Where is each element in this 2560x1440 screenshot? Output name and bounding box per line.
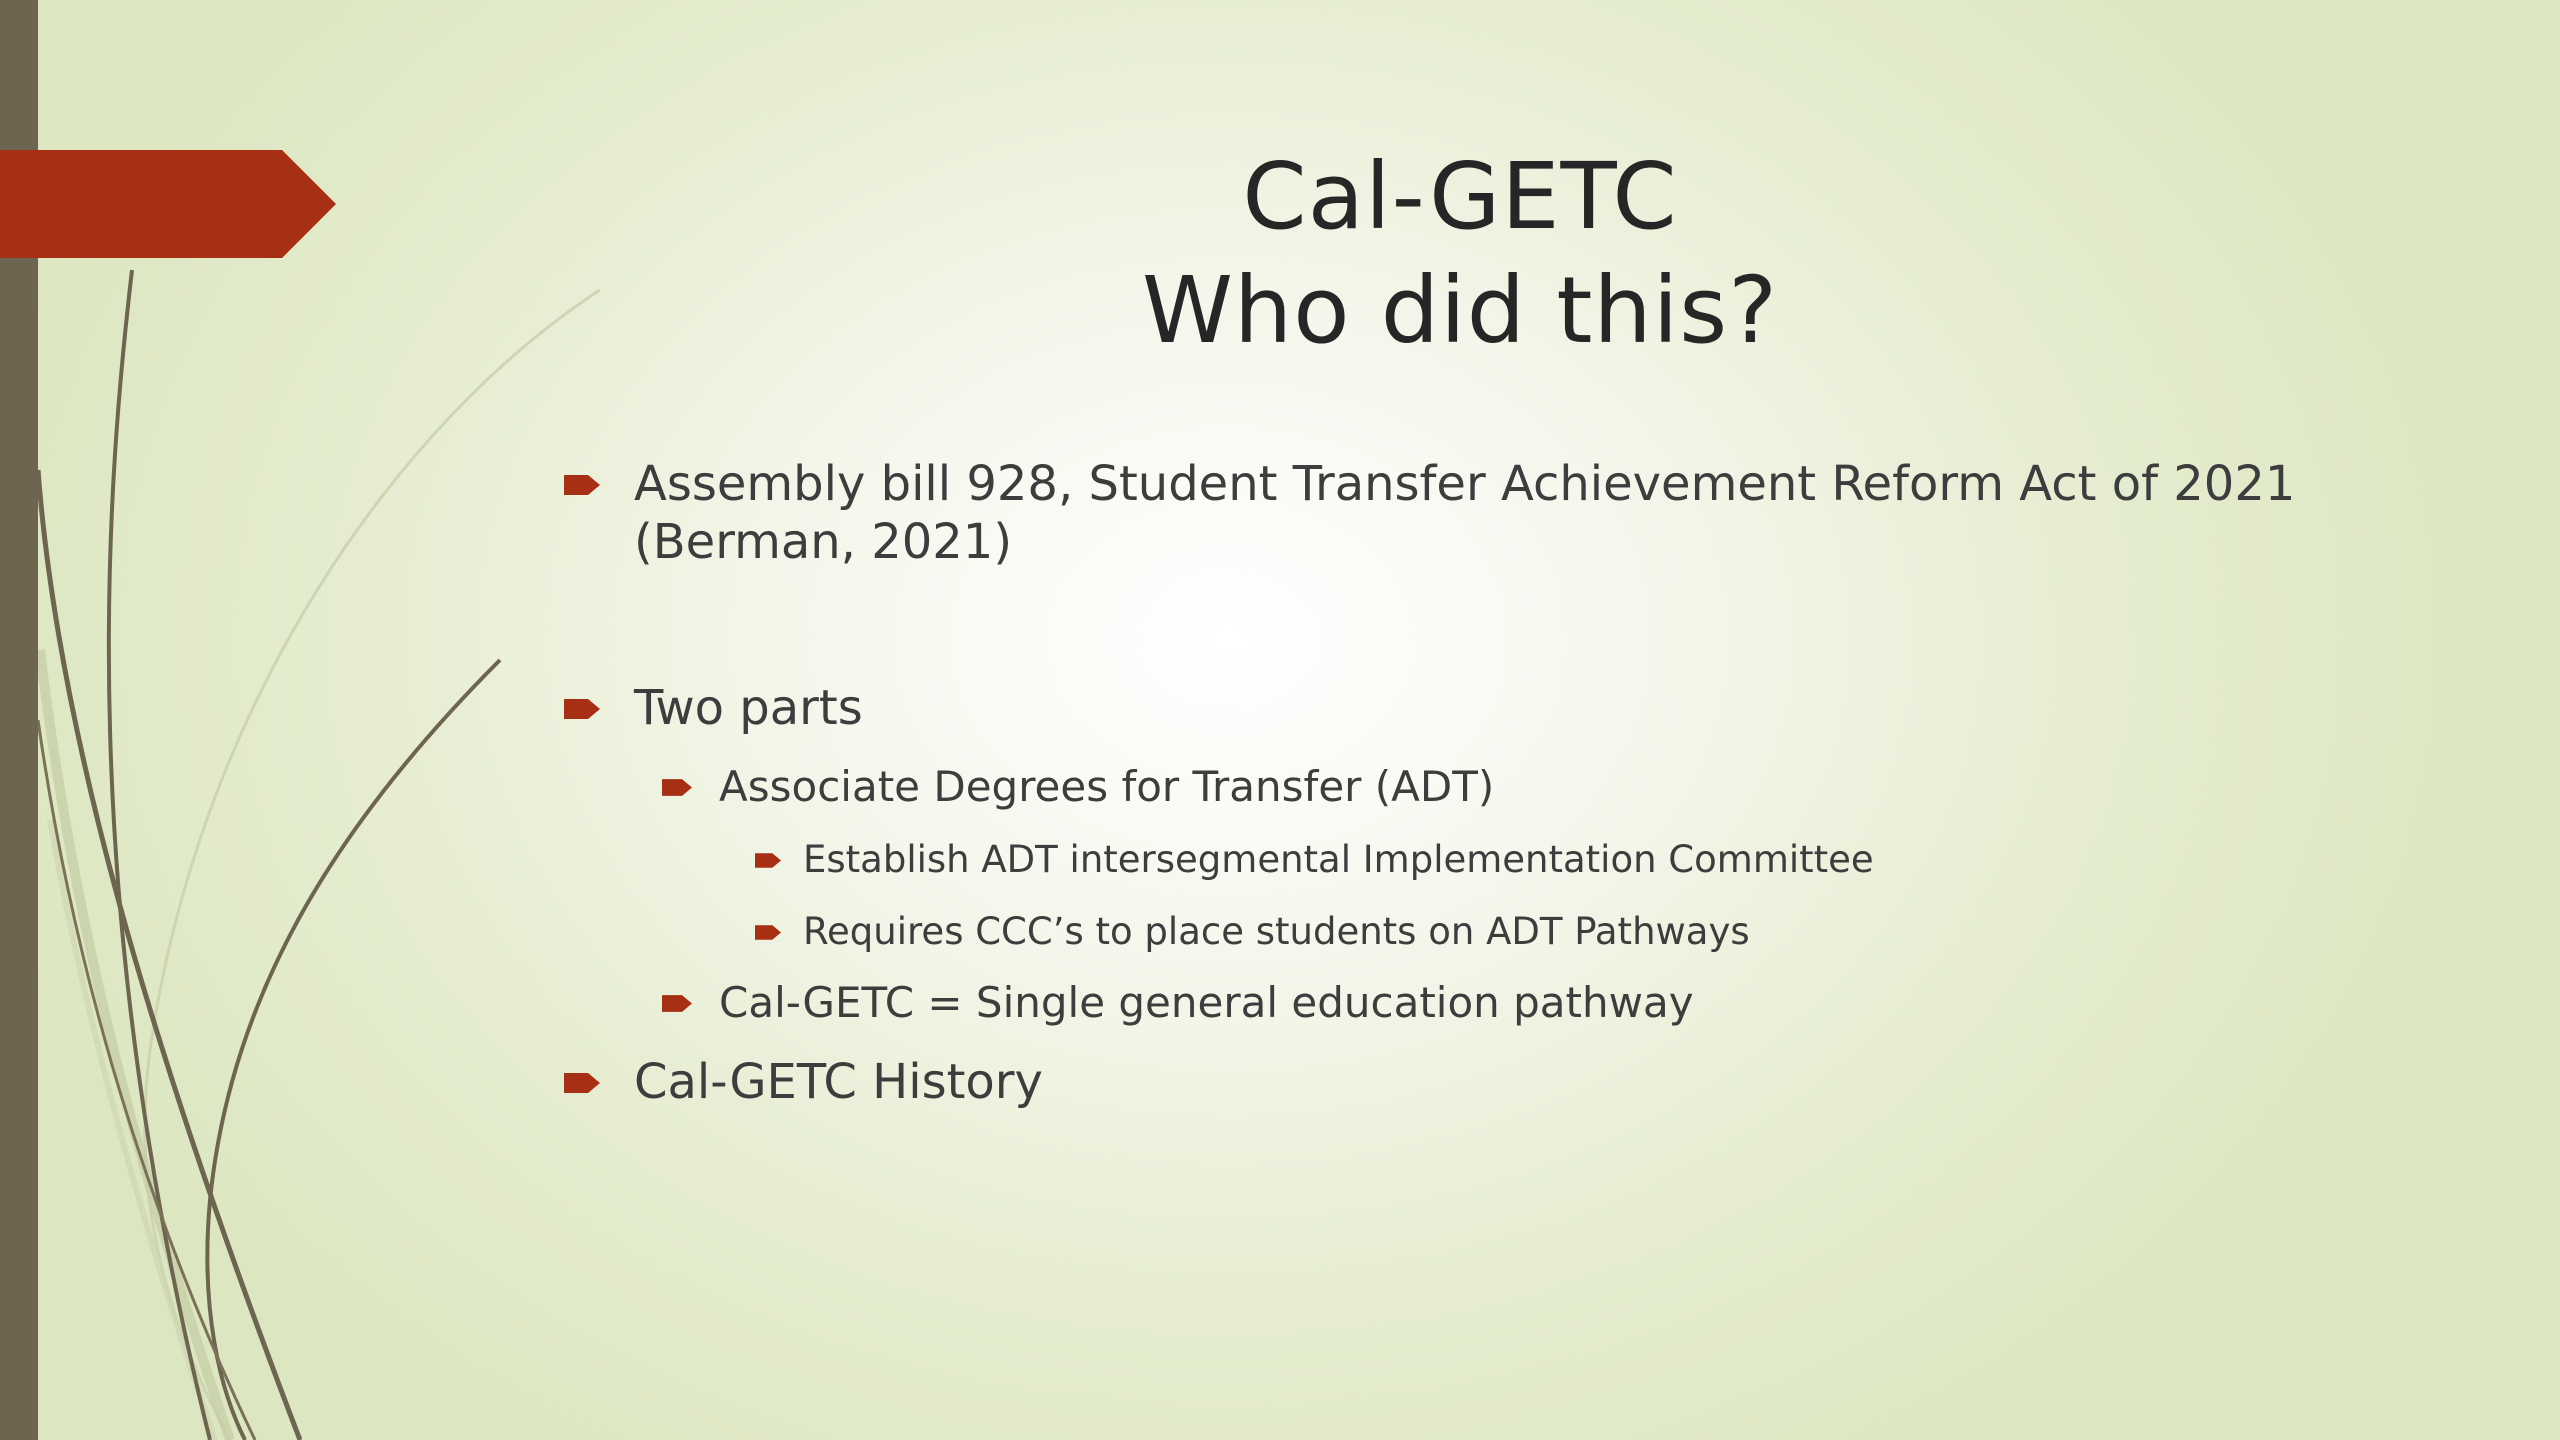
slide-title xyxy=(1000,140,1920,368)
bullet-item-single-ge-pathway xyxy=(660,977,2260,1029)
slide-title-line-1: Cal-GETC xyxy=(1242,143,1678,250)
bullet-text: Cal-GETC = Single general education pathway xyxy=(719,978,1694,1027)
bullet-text: Two parts xyxy=(634,680,863,736)
bullet-arrow-icon xyxy=(564,699,600,719)
bullet-item-two-parts xyxy=(560,679,2260,737)
slide-title-line-2: Who did this? xyxy=(1141,257,1779,364)
bullet-text: (Berman, 2021) xyxy=(634,514,1013,570)
bullet-list xyxy=(560,455,2296,1111)
decorative-curve xyxy=(145,290,600,1440)
bullet-arrow-icon xyxy=(662,995,692,1012)
bullet-text: Assembly bill 928, Student Transfer Achievement Reform Act of 2021 xyxy=(634,456,2296,512)
bullet-text: Requires CCC’s to place students on ADT Pathways xyxy=(803,910,1750,953)
bullet-item-ccc-pathways xyxy=(755,909,2260,955)
bullet-text: Cal-GETC History xyxy=(634,1054,1043,1110)
title-accent-pentagon xyxy=(0,150,336,258)
bullet-item-adt xyxy=(660,761,2260,813)
bullet-arrow-icon xyxy=(662,779,692,796)
decorative-curve xyxy=(207,660,500,1440)
bullet-item-cal-getc-history xyxy=(560,1053,2260,1111)
bullet-arrow-icon xyxy=(755,853,781,868)
bullet-arrow-icon xyxy=(564,475,600,495)
bullet-item-committee xyxy=(755,837,2260,883)
bullet-text: Associate Degrees for Transfer (ADT) xyxy=(719,762,1495,811)
bullet-text: Establish ADT intersegmental Implementation Committee xyxy=(803,838,1874,881)
bullet-item-assembly-bill xyxy=(560,455,2296,571)
bullet-arrow-icon xyxy=(755,925,781,940)
bullet-arrow-icon xyxy=(564,1073,600,1093)
